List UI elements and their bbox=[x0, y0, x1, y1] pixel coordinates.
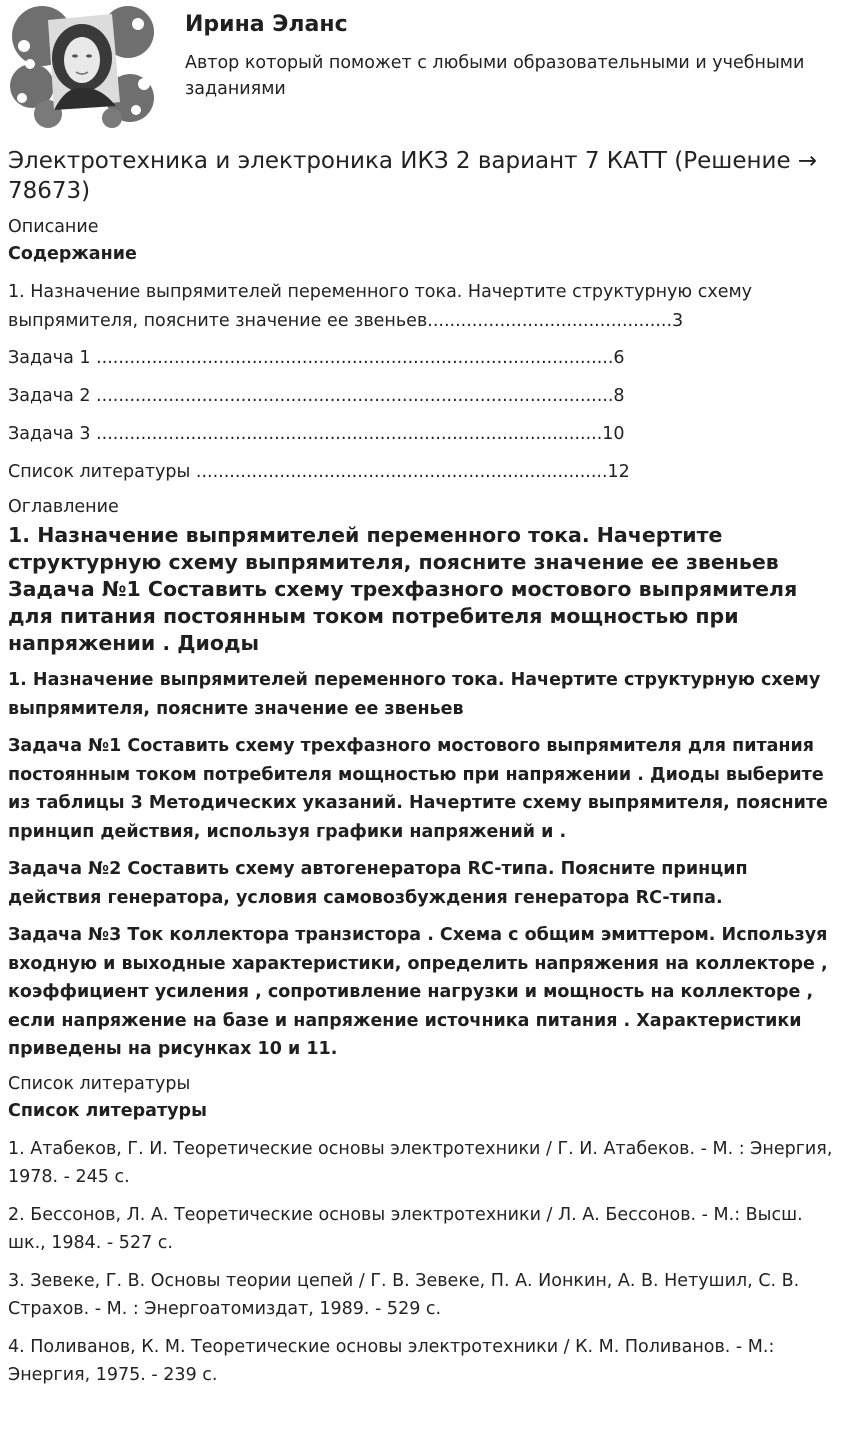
toc-item: Задача 2 .............................................................................................8 bbox=[8, 386, 625, 406]
film-frame-avatar-icon bbox=[8, 6, 154, 128]
toc-item: 1. Назначение выпрямителей переменного тока. Начертите структурную схему выпрямителя, поясните значение ее звеньев............................................3 bbox=[8, 282, 753, 331]
outline-item: Задача №1 Составить схему трехфазного мостового выпрямителя для питания постоянным током потребителя мощностью при напряжении . Диоды выберите из таблицы 3 Методических указаний. Начертите схему выпрямителя, поясните принцип действия, используя графики напряжений и . bbox=[8, 736, 828, 842]
author-name[interactable]: Ирина Эланс bbox=[185, 12, 348, 37]
reference-item: 1. Атабеков, Г. И. Теоретические основы электротехники / Г. И. Атабеков. - М. : Энергия, 1978. - 245 с. bbox=[8, 1138, 833, 1187]
outline-item: 1. Назначение выпрямителей переменного тока. Начертите структурную схему выпрямителя, поясните значение ее звеньев bbox=[8, 670, 821, 719]
reference-item: 4. Поливанов, К. М. Теоретические основы электротехники / К. М. Поливанов. - М.: Энергия, 1975. - 239 с. bbox=[8, 1336, 775, 1385]
references-label: Список литературы bbox=[8, 1073, 191, 1094]
author-bio: Автор который поможет с любыми образовательными и учебными заданиями bbox=[185, 53, 805, 99]
author-card bbox=[8, 6, 838, 128]
outline-label: Оглавление bbox=[8, 497, 119, 517]
toc-item: Список литературы ..........................................................................12 bbox=[8, 462, 630, 482]
outline-item: Задача №3 Ток коллектора транзистора . Схема с общим эмиттером. Используя входную и выходные характеристики, определить напряжения на коллекторе , коэффициент усиления , сопротивление нагрузки и мощность на коллекторе , если напряжение на базе и напряжение источника питания . Характеристики приведены на рисунках 10 и 11. bbox=[8, 925, 828, 1059]
outline-item: Задача №2 Составить схему автогенератора RC-типа. Поясните принцип действия генератора, условия самовозбуждения генератора RC-типа. bbox=[8, 859, 748, 908]
document-title: Электротехника и электроника ИКЗ 2 вариант 7 КАТТ (Решение → 78673) bbox=[8, 148, 818, 204]
outline-heading: 1. Назначение выпрямителей переменного тока. Начертите структурную схему выпрямителя, поясните значение ее звеньев Задача №1 Составить схему трехфазного мостового выпрямителя для питания постоянным током потребителя мощностью при напряжении . Диоды bbox=[8, 523, 798, 655]
document-content bbox=[8, 146, 840, 1399]
contents-heading: Содержание bbox=[8, 244, 137, 264]
author-avatar bbox=[8, 6, 154, 128]
toc-item: Задача 1 .............................................................................................6 bbox=[8, 348, 625, 368]
toc-item: Задача 3 ...........................................................................................10 bbox=[8, 424, 625, 444]
references-heading: Список литературы bbox=[8, 1100, 207, 1121]
reference-item: 3. Зевеке, Г. В. Основы теории цепей / Г. В. Зевеке, П. А. Ионкин, А. В. Нетушил, С. В. Страхов. - М. : Энергоатомиздат, 1989. - 529 с. bbox=[8, 1270, 800, 1319]
reference-item: 2. Бессонов, Л. А. Теоретические основы электротехники / Л. А. Бессонов. - М.: Высш. шк., 1984. - 527 с. bbox=[8, 1204, 803, 1253]
description-label: Описание bbox=[8, 217, 99, 237]
